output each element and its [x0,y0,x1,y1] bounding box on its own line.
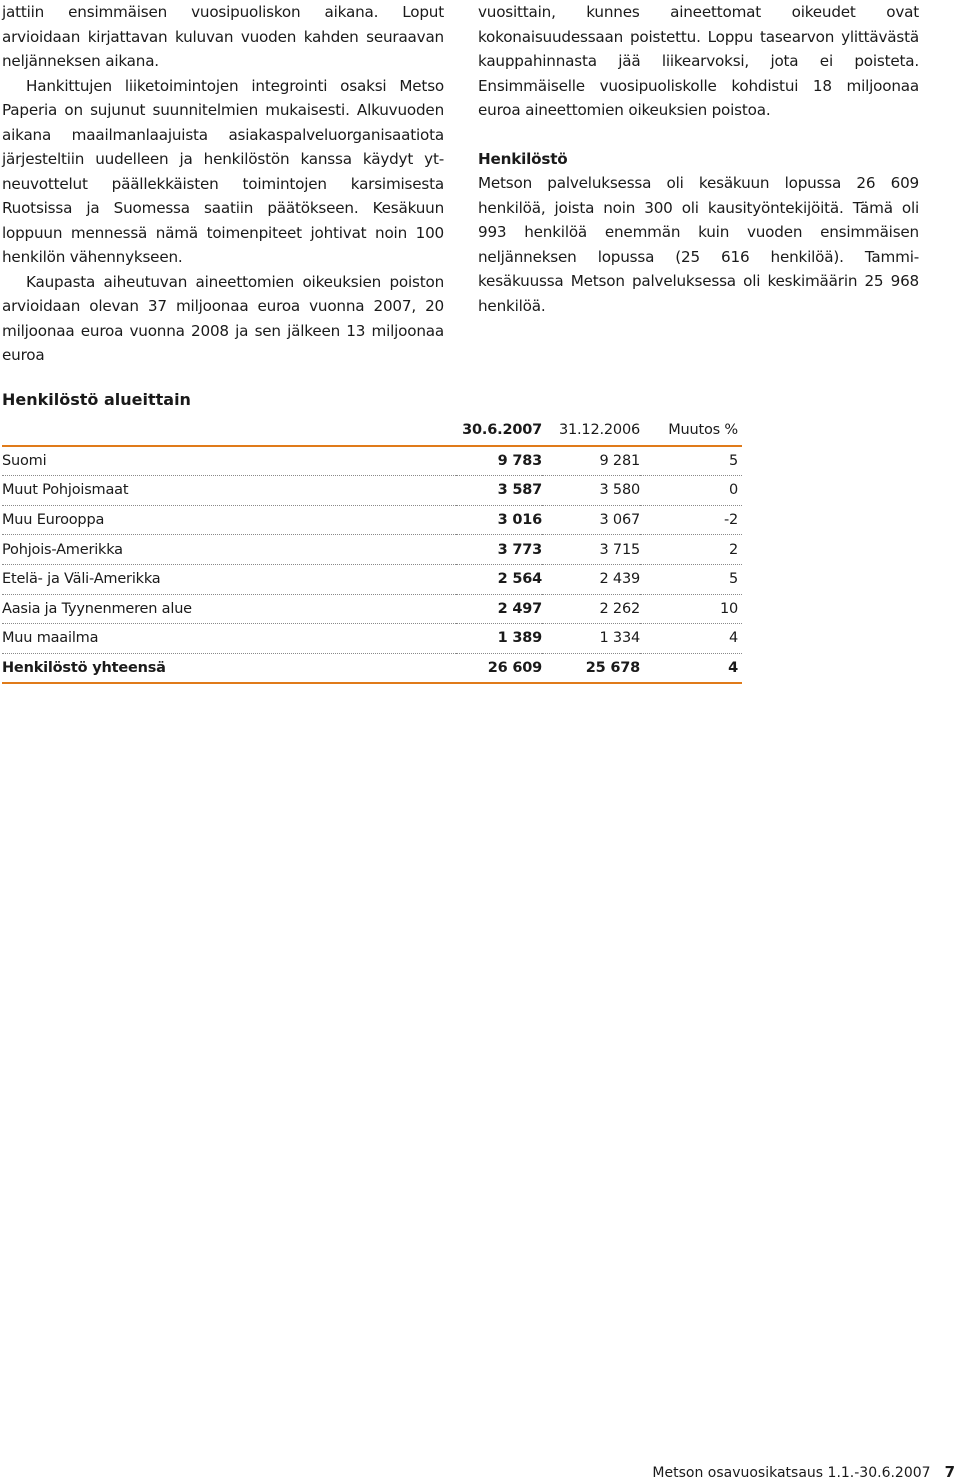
table-total-row [2,653,742,683]
table-row [2,446,742,476]
table-row [2,564,742,594]
value-cell: 3 587 [456,476,542,506]
value-cell: 3 773 [456,535,542,565]
value-cell: 1 389 [456,624,542,654]
table-title: Henkilöstö alueittain [2,390,191,409]
column-header: Muutos % [640,416,742,446]
region-cell: Muut Pohjoismaat [2,476,456,506]
value-cell: 9 281 [542,446,640,476]
region-cell: Muu maailma [2,624,456,654]
region-cell: Etelä- ja Väli-Amerikka [2,564,456,594]
section-heading: Henkilöstö [478,149,568,168]
page-footer [652,1463,955,1481]
region-cell: Muu Eurooppa [2,505,456,535]
value-cell: 5 [640,564,742,594]
region-cell: Aasia ja Tyynenmeren alue [2,594,456,624]
table-row [2,535,742,565]
value-cell: 3 067 [542,505,640,535]
value-cell: 2 564 [456,564,542,594]
value-cell: 2 497 [456,594,542,624]
left-text-column [2,0,444,368]
paragraph: vuosittain, kunnes aineettomat oikeudet ovat kokonaisuudessaan poistettu. Loppu tasearvon ylittävästä kauppahinnasta jää liikearvoksi, jota ei poisteta. Ensimmäiselle vuosipuoliskolle kohdistui 18 miljoonaa euroa aineettomien oikeuksien poistoa. [478,3,919,119]
value-cell: 0 [640,476,742,506]
table-header-row [2,416,742,446]
value-cell: 10 [640,594,742,624]
region-cell: Suomi [2,446,456,476]
table-row [2,624,742,654]
value-cell: 2 [640,535,742,565]
page-number: 7 [944,1463,955,1481]
right-text-column [478,0,919,318]
value-cell: 9 783 [456,446,542,476]
column-header [2,416,456,446]
value-cell: 1 334 [542,624,640,654]
paragraph: Metson palveluksessa oli kesäkuun lopussa 26 609 henkilöä, joista noin 300 oli kausityöntekijöitä. Tämä oli 993 henkilöä enemmän kuin vuoden ensimmäisen neljänneksen lopussa (25 616 henkilöä). Tammi-kesäkuussa Metson palveluksessa oli keskimäärin 25 968 henkilöä. [478,174,919,315]
footer-title: Metson osavuosikatsaus 1.1.-30.6.2007 [652,1465,931,1481]
total-value-cell: 4 [640,653,742,683]
table-row [2,505,742,535]
personnel-by-region-table [2,416,742,684]
value-cell: -2 [640,505,742,535]
total-label-cell: Henkilöstö yhteensä [2,653,456,683]
paragraph: jattiin ensimmäisen vuosipuoliskon aikana. Loput arvioidaan kirjattavan kuluvan vuoden kahden seuraavan neljänneksen aikana. [2,3,444,70]
column-header: 31.12.2006 [542,416,640,446]
value-cell: 5 [640,446,742,476]
value-cell: 3 016 [456,505,542,535]
table-row [2,594,742,624]
column-header: 30.6.2007 [456,416,542,446]
table-row [2,476,742,506]
total-value-cell: 26 609 [456,653,542,683]
value-cell: 3 580 [542,476,640,506]
paragraph: Kaupasta aiheutuvan aineettomien oikeuksien poiston arvioidaan olevan 37 miljoonaa euroa vuonna 2007, 20 miljoonaa euroa vuonna 2008 ja sen jälkeen 13 miljoonaa euroa [2,272,444,364]
value-cell: 4 [640,624,742,654]
region-cell: Pohjois-Amerikka [2,535,456,565]
value-cell: 2 262 [542,594,640,624]
total-value-cell: 25 678 [542,653,640,683]
value-cell: 3 715 [542,535,640,565]
paragraph: Hankittujen liiketoimintojen integrointi osaksi Metso Paperia on sujunut suunnitelmien mukaisesti. Alkuvuoden aikana maailmanlaajuista asiakaspalveluorganisaatiota järjesteltiin uudelleen ja henkilöstön kanssa käydyt yt-neuvottelut päällekkäisten toimintojen karsimisesta Ruotsissa ja Suomessa saatiin päätökseen. Kesäkuun loppuun mennessä nämä toimenpiteet johtivat noin 100 henkilön vähennykseen. [2,76,444,266]
value-cell: 2 439 [542,564,640,594]
